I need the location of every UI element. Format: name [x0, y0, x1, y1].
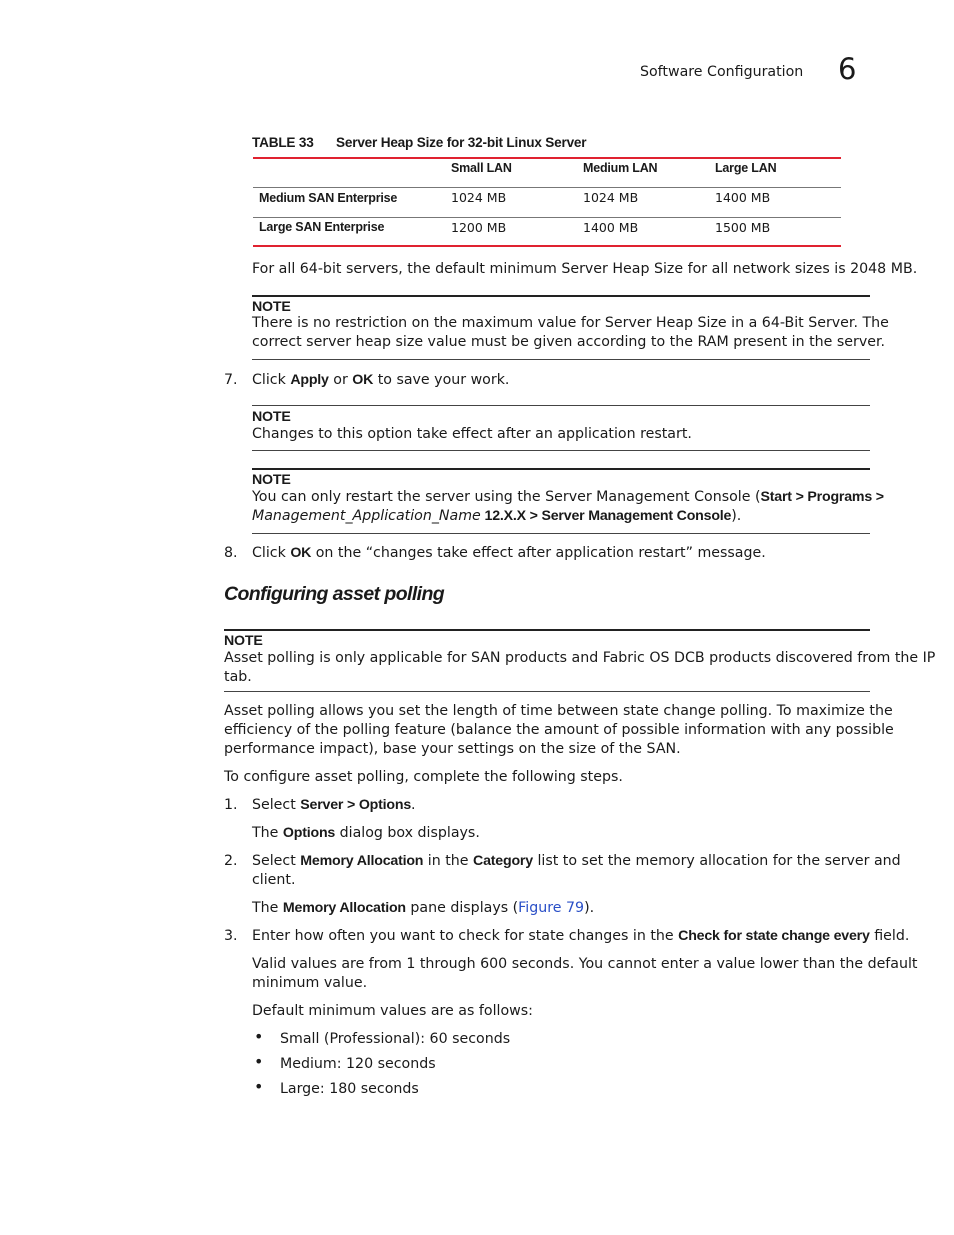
bullet-icon: •	[254, 1052, 264, 1071]
table-cell: 1200 MB	[451, 220, 507, 235]
table-row-rule	[253, 217, 841, 218]
paragraph: Default minimum values are as follows:	[252, 1003, 533, 1019]
column-header-small-lan: Small LAN	[451, 161, 512, 175]
step-number: 1.	[224, 797, 238, 813]
table-title: Server Heap Size for 32-bit Linux Server	[336, 135, 587, 150]
step-number: 3.	[224, 928, 238, 944]
paragraph: Valid values are from 1 through 600 seconds. You cannot enter a value lower than the default	[252, 956, 918, 972]
table-bottom-rule	[253, 245, 841, 247]
figure-79-link[interactable]: Figure 79	[518, 900, 585, 916]
step-8-text: Click OK on the “changes take effect after application restart” message.	[252, 545, 766, 561]
paragraph: To configure asset polling, complete the following steps.	[224, 769, 623, 785]
ui-term-category: Category	[473, 853, 533, 869]
step-number: 2.	[224, 853, 238, 869]
table-cell: 1024 MB	[583, 190, 639, 205]
ui-term-memory-allocation: Memory Allocation	[300, 853, 424, 869]
menu-path: Start > Programs >	[760, 489, 884, 505]
note-top-rule	[224, 629, 870, 631]
column-header-large-lan: Large LAN	[715, 161, 777, 175]
note-label: NOTE	[252, 409, 291, 425]
note-top-rule	[252, 468, 870, 470]
list-item: Medium: 120 seconds	[280, 1056, 436, 1072]
list-item: Small (Professional): 60 seconds	[280, 1031, 511, 1047]
table-row-header: Medium SAN Enterprise	[259, 191, 398, 205]
table-caption	[252, 135, 587, 150]
paragraph-64bit: For all 64-bit servers, the default minimum Server Heap Size for all network sizes is 2048 MB.	[252, 261, 918, 277]
step-2-text: client.	[252, 872, 296, 888]
step-2-result: The Memory Allocation pane displays (Figure 79).	[252, 900, 595, 916]
table-cell: 1400 MB	[715, 190, 771, 205]
ui-term-memory-allocation: Memory Allocation	[282, 900, 406, 916]
note-label: NOTE	[224, 633, 263, 649]
table-cell: 1500 MB	[715, 220, 771, 235]
ui-term-ok: OK	[290, 545, 312, 561]
list-item: Large: 180 seconds	[280, 1081, 419, 1097]
note-text: tab.	[224, 669, 252, 685]
note-bottom-rule	[224, 691, 870, 692]
table-cell: 1400 MB	[583, 220, 639, 235]
paragraph: Asset polling allows you set the length of time between state change polling. To maximize the	[224, 703, 893, 719]
section-heading: Configuring asset polling	[224, 583, 445, 605]
note-text: Management_Application_Name 12.X.X > Server Management Console).	[252, 508, 742, 524]
table-header-rule	[253, 187, 841, 188]
ui-term-apply: Apply	[290, 372, 329, 388]
bullet-icon: •	[254, 1077, 264, 1096]
step-1-text: Select Server > Options.	[252, 797, 416, 813]
running-header-title: Software Configuration	[640, 64, 804, 80]
chapter-number: 6	[838, 52, 857, 86]
table-row-header: Large SAN Enterprise	[259, 220, 385, 234]
note-top-rule	[252, 405, 870, 406]
step-7-text: Click Apply or OK to save your work.	[252, 372, 510, 388]
ui-term-options: Options	[282, 825, 336, 841]
table-cell: 1024 MB	[451, 190, 507, 205]
note-text: correct server heap size value must be given according to the RAM present in the server.	[252, 334, 886, 350]
step-number: 8.	[224, 545, 238, 561]
column-header-medium-lan: Medium LAN	[583, 161, 658, 175]
note-bottom-rule	[252, 359, 870, 360]
paragraph: performance impact), base your settings on the size of the SAN.	[224, 741, 681, 757]
menu-path: 12.X.X > Server Management Console	[480, 508, 732, 524]
note-text: You can only restart the server using the Server Management Console (Start > Programs >	[252, 489, 884, 505]
note-text: Asset polling is only applicable for SAN products and Fabric OS DCB products discovered from the IP	[224, 650, 936, 666]
ui-term-ok: OK	[352, 372, 374, 388]
step-3-text: Enter how often you want to check for state changes in the Check for state change every field.	[252, 928, 910, 944]
note-text: There is no restriction on the maximum value for Server Heap Size in a 64-Bit Server. The	[252, 315, 889, 331]
note-label: NOTE	[252, 299, 291, 315]
table-top-rule	[253, 157, 841, 159]
note-bottom-rule	[252, 450, 870, 451]
note-top-rule	[252, 295, 870, 297]
ui-term-check-for-state-change: Check for state change every	[678, 928, 870, 944]
step-1-result: The Options dialog box displays.	[252, 825, 480, 841]
note-text: Changes to this option take effect after an application restart.	[252, 426, 692, 442]
bullet-icon: •	[254, 1027, 264, 1046]
step-number: 7.	[224, 372, 238, 388]
paragraph: efficiency of the polling feature (balance the amount of possible information with any possible	[224, 722, 894, 738]
note-bottom-rule	[252, 533, 870, 534]
table-label: TABLE 33	[252, 135, 314, 150]
note-label: NOTE	[252, 472, 291, 488]
step-2-text: Select Memory Allocation in the Category list to set the memory allocation for the server and	[252, 853, 901, 869]
menu-path: Server > Options	[300, 797, 412, 813]
paragraph: minimum value.	[252, 975, 368, 991]
